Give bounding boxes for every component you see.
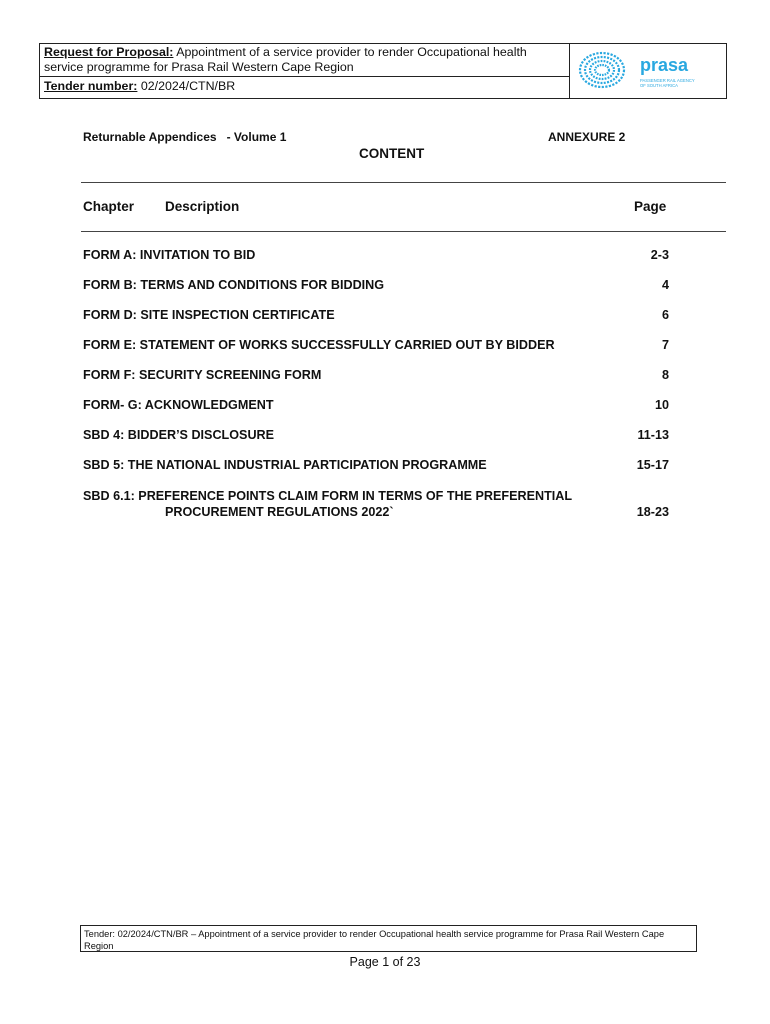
tender-value: 02/2024/CTN/BR	[137, 79, 236, 93]
prasa-tagline-2: OF SOUTH AFRICA	[640, 83, 678, 88]
toc-entry[interactable]	[83, 278, 669, 308]
toc-entry-title: FORM F: SECURITY SCREENING FORM	[83, 368, 322, 382]
toc-entry-page: 6	[661, 308, 669, 322]
header-text-cell	[40, 44, 570, 98]
request-label: Request for Proposal:	[44, 45, 174, 59]
toc-entry-page: 2-3	[650, 248, 669, 262]
top-divider	[81, 182, 726, 183]
toc-entry[interactable]	[83, 308, 669, 338]
toc-entry-title: FORM D: SITE INSPECTION CERTIFICATE	[83, 308, 335, 322]
prasa-logo	[576, 49, 724, 93]
toc-entry[interactable]	[83, 368, 669, 398]
toc-entry-page: 8	[661, 368, 669, 382]
toc-entry[interactable]	[83, 248, 669, 278]
column-header-page: Page	[634, 199, 667, 214]
toc-entry-title: SBD 5: THE NATIONAL INDUSTRIAL PARTICIPATION PROGRAMME	[83, 458, 487, 472]
toc-entry-title: FORM- G: ACKNOWLEDGMENT	[83, 398, 274, 412]
toc-entry-page: 4	[661, 278, 669, 292]
tender-number	[40, 77, 569, 94]
toc-entry-page: 11-13	[637, 428, 669, 442]
page-number: Page 1 of 23	[349, 955, 421, 969]
header-divider	[81, 231, 726, 232]
content-title: CONTENT	[359, 146, 425, 161]
toc-entry-title: SBD 4: BIDDER’S DISCLOSURE	[83, 428, 275, 442]
toc-entry-page: 10	[654, 398, 669, 412]
document-header	[39, 43, 727, 99]
toc-entry-title: FORM A: INVITATION TO BID	[83, 248, 256, 262]
annexure-label: ANNEXURE 2	[548, 130, 626, 144]
toc-entry-page: 7	[661, 338, 669, 352]
footer-tender-note: Tender: 02/2024/CTN/BR – Appointment of a service provider to render Occupational health service programme for Prasa Rail Western Cape Region	[80, 925, 697, 952]
toc-entry[interactable]	[83, 458, 669, 488]
returnable-appendices: Returnable Appendices - Volume 1	[83, 130, 287, 144]
request-text: Appointment of a service provider to render Occupational health service programme for Prasa Rail Western Cape Region	[44, 45, 527, 74]
table-of-contents	[83, 248, 669, 522]
request-for-proposal	[40, 44, 569, 77]
toc-entry[interactable]	[83, 398, 669, 428]
prasa-wordmark: prasa	[640, 55, 689, 75]
toc-entry-page: 15-17	[636, 458, 669, 472]
prasa-tagline-1: PASSENGER RAIL AGENCY	[640, 78, 695, 83]
toc-entry-page: 18-23	[636, 505, 669, 519]
toc-entry[interactable]	[83, 428, 669, 458]
tender-label: Tender number:	[44, 79, 138, 93]
toc-entry-sbd-6-1[interactable]	[83, 488, 669, 522]
prasa-logo-cell	[570, 44, 726, 98]
toc-entry-title: FORM B: TERMS AND CONDITIONS FOR BIDDING	[83, 278, 385, 292]
toc-entry[interactable]	[83, 338, 669, 368]
column-header-description: Description	[165, 199, 240, 214]
toc-entry-title: FORM E: STATEMENT OF WORKS SUCCESSFULLY CARRIED OUT BY BIDDER	[83, 338, 555, 352]
column-header-chapter: Chapter	[83, 199, 135, 214]
toc-entry-title-line-2: PROCUREMENT REGULATIONS 2022`	[165, 505, 394, 519]
toc-entry-title-line-1: SBD 6.1: PREFERENCE POINTS CLAIM FORM IN TERMS OF THE PREFERENTIAL	[83, 489, 573, 503]
prasa-emblem-icon	[580, 53, 624, 87]
